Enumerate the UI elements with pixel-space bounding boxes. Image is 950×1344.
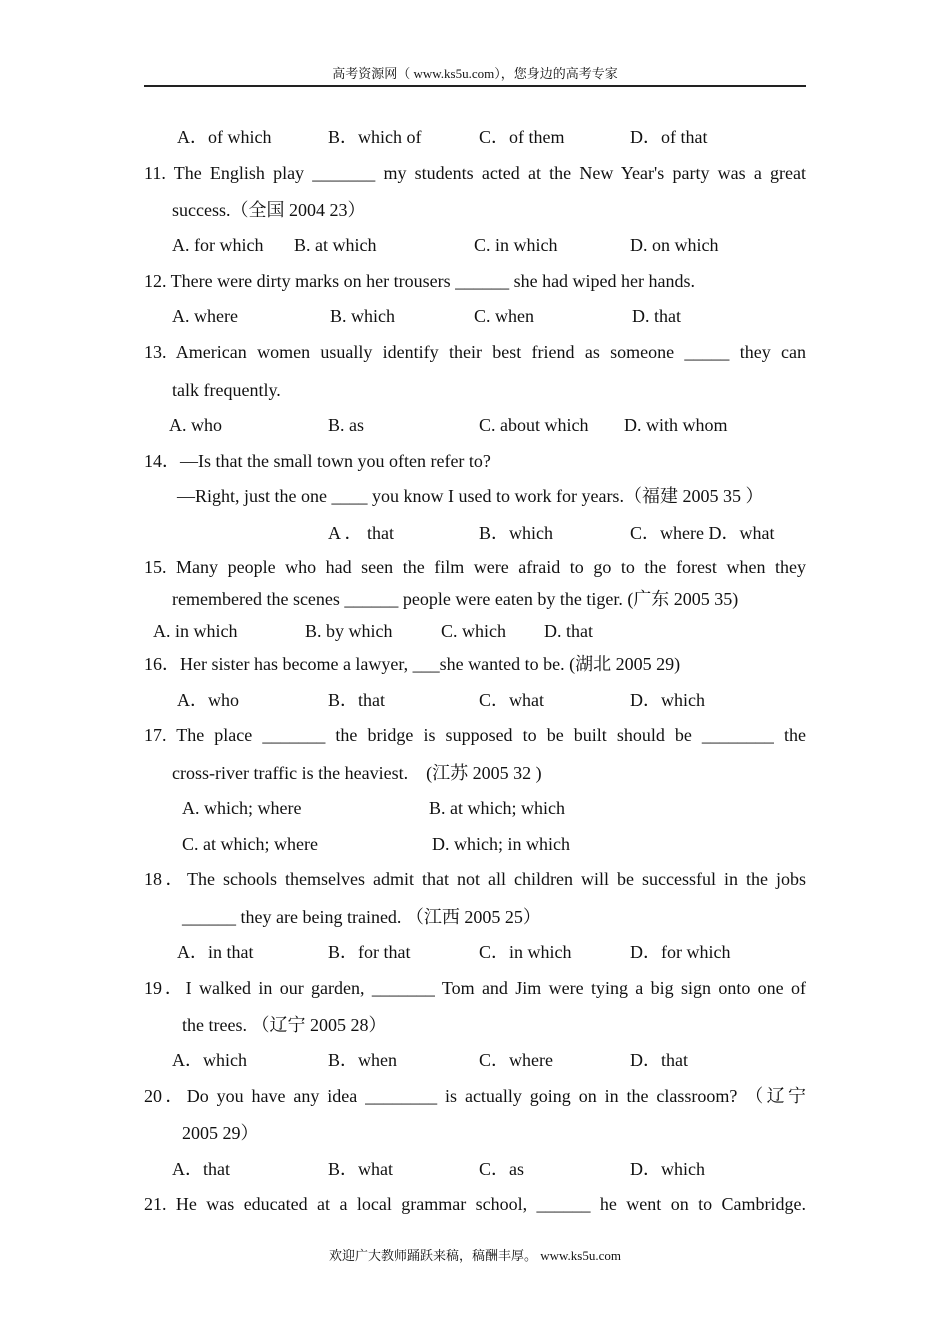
q16-stem-line1: 16．Her sister has become a lawyer, ___she wanted to be. (湖北 2005 29) (144, 654, 681, 674)
q14-option-a: A ． that (328, 523, 394, 543)
q13-option-d: D. with whom (624, 415, 728, 435)
q13-option-b: B. as (328, 415, 364, 435)
q19-stem-line2: the trees. （辽宁 2005 28） (182, 1015, 387, 1035)
q15-stem-line1: 15. Many people who had seen the film were afraid to go to the forest when they (144, 557, 806, 577)
q20-option-b: B．what (328, 1159, 393, 1179)
q14-option-cd: C．where D．what (630, 523, 775, 543)
q12-stem-line1: 12. There were dirty marks on her trousers ______ she had wiped her hands. (144, 271, 696, 291)
q11-option-c: C. in which (474, 235, 558, 255)
q12-option-a: A. where (172, 306, 238, 326)
q12-option-b: B. which (330, 306, 395, 326)
q19-option-d: D．that (630, 1050, 688, 1070)
page-header: 高考资源网（ www.ks5u.com），您身边的高考专家 (144, 64, 806, 87)
q16-option-a: A．who (177, 690, 239, 710)
q17-option-d: D. which; in which (432, 834, 570, 854)
q18-option-d: D．for which (630, 942, 731, 962)
q18-option-a: A．in that (177, 942, 254, 962)
q20-option-c: C．as (479, 1159, 524, 1179)
q11-stem-line2: success.（全国 2004 23） (172, 200, 366, 220)
q20-stem-line1: 20．Do you have any idea ________ is actually going on in the classroom? （辽宁 (144, 1086, 806, 1106)
page-footer: 欢迎广大教师踊跃来稿，稿酬丰厚。 www.ks5u.com (328, 1248, 621, 1263)
q18-stem-line2: ______ they are being trained. （江西 2005 25） (182, 907, 541, 927)
q20-stem-line2: 2005 29） (182, 1123, 259, 1143)
q19-option-a: A．which (172, 1050, 247, 1070)
q11-option-a: A. for which (172, 235, 264, 255)
q10-option-b: B．which of (328, 127, 422, 147)
q13-stem-line1: 13. American women usually identify their best friend as someone _____ they can (144, 342, 806, 362)
q11-option-d: D. on which (630, 235, 719, 255)
q15-option-a: A. in which (153, 621, 238, 641)
q14-option-b: B．which (479, 523, 553, 543)
q17-option-b: B. at which; which (429, 798, 565, 818)
q15-option-c: C. which (441, 621, 506, 641)
q15-option-d: D. that (544, 621, 593, 641)
q21-stem-line1: 21. He was educated at a local grammar school, ______ he went on to Cambridge. (144, 1194, 806, 1214)
q12-option-c: C. when (474, 306, 534, 326)
q13-stem-line2: talk frequently. (172, 380, 281, 400)
q15-stem-line2: remembered the scenes ______ people were eaten by the tiger. (广东 2005 35) (172, 589, 739, 609)
q10-option-d: D．of that (630, 127, 708, 147)
q17-option-a: A. which; where (182, 798, 302, 818)
q19-stem-line1: 19．I walked in our garden, _______ Tom and Jim were tying a big sign onto one of (144, 978, 806, 998)
q20-option-a: A．that (172, 1159, 230, 1179)
q18-stem-line1: 18．The schools themselves admit that not all children will be successful in the jobs (144, 869, 806, 889)
q11-stem-line1: 11. The English play _______ my students acted at the New Year's party was a great (144, 163, 806, 183)
q18-option-b: B．for that (328, 942, 411, 962)
q19-option-b: B．when (328, 1050, 397, 1070)
q12-option-d: D. that (632, 306, 681, 326)
q13-option-a: A. who (169, 415, 222, 435)
q10-option-c: C．of them (479, 127, 565, 147)
q17-stem-line1: 17. The place _______ the bridge is supposed to be built should be ________ the (144, 725, 806, 745)
q11-option-b: B. at which (294, 235, 377, 255)
q17-option-c: C. at which; where (182, 834, 318, 854)
q17-stem-line2: cross-river traffic is the heaviest. (江苏 2005 32 ) (172, 763, 542, 783)
q20-option-d: D．which (630, 1159, 705, 1179)
q16-option-b: B．that (328, 690, 385, 710)
q14-stem-line2: —Right, just the one ____ you know I used to work for years.（福建 2005 35 ） (177, 486, 764, 506)
q13-option-c: C. about which (479, 415, 589, 435)
q19-option-c: C．where (479, 1050, 553, 1070)
q10-option-a: A．of which (177, 127, 272, 147)
q16-option-c: C．what (479, 690, 544, 710)
q18-option-c: C．in which (479, 942, 572, 962)
q15-option-b: B. by which (305, 621, 393, 641)
q16-option-d: D．which (630, 690, 705, 710)
q14-stem-line1: 14．—Is that the small town you often refer to? (144, 451, 491, 471)
